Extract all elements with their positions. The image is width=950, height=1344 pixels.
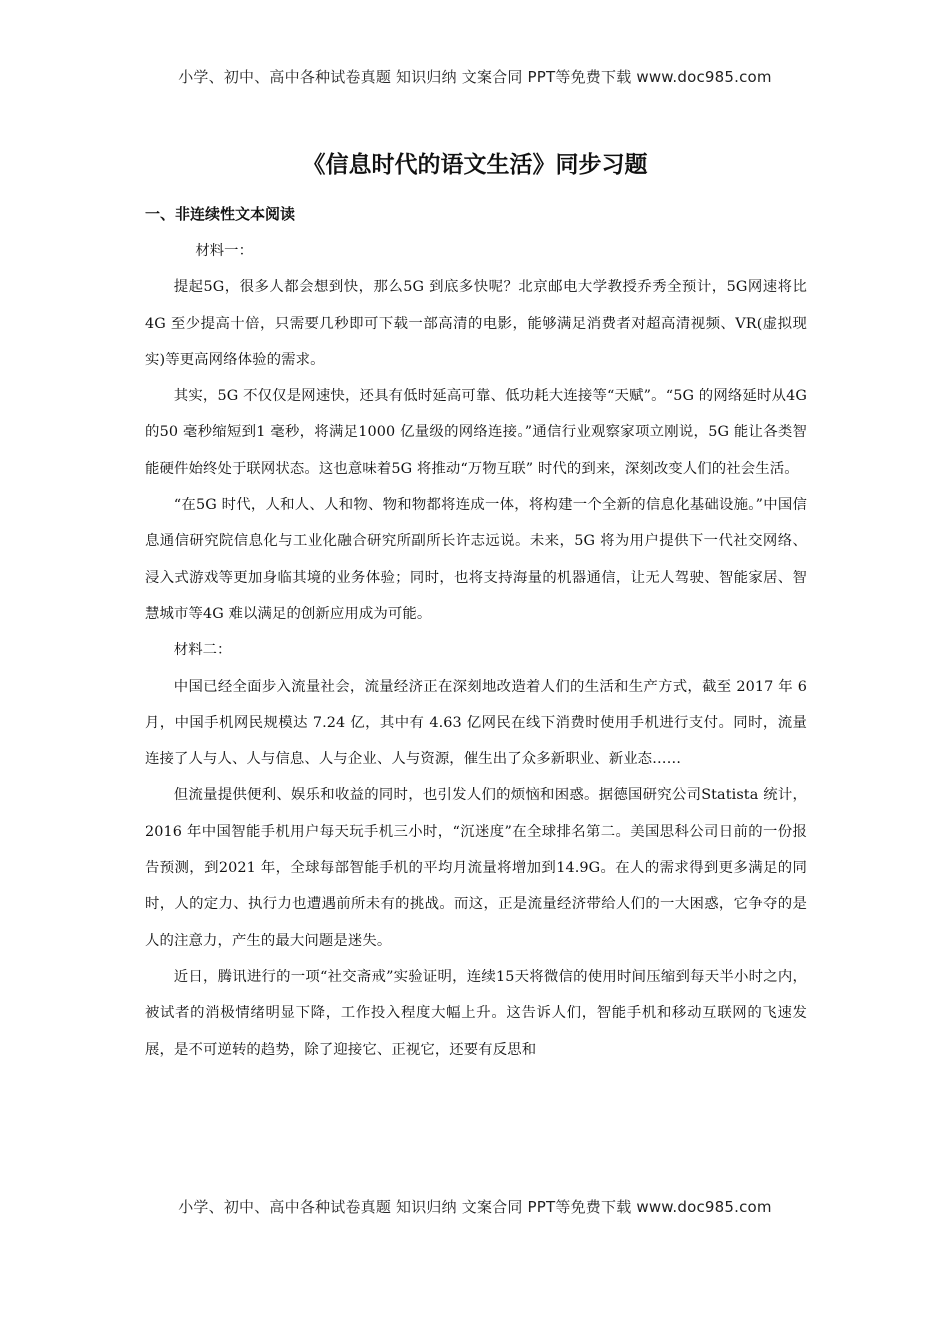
paragraph: 近日，腾讯进行的一项“社交斋戒”实验证明，连续15天将微信的使用时间压缩到每天半小时之内，被试者的消极情绪明显下降，工作投入程度大幅上升。这告诉人们，智能手机和移动互联网的飞速发展，是不可逆转的趋势，除了迎接它、正视它，还要有反思和: [145, 968, 807, 1058]
page-title: 《信息时代的语文生活》同步习题: [302, 152, 648, 178]
footer-banner: 小学、初中、高中各种试卷真题 知识归纳 文案合同 PPT等免费下载 www.doc985.com: [178, 1198, 772, 1216]
section-heading: 一、非连续性文本阅读: [145, 205, 296, 223]
paragraph: 但流量提供便利、娱乐和收益的同时，也引发人们的烦恼和困惑。据德国研究公司Statista 统计，2016 年中国智能手机用户每天玩手机三小时，“沉迷度”在全球排名第二。美国思科公司日前的一份报告预测，到2021 年，全球每部智能手机的平均月流量将增加到14.9G。在人的需求得到更多满足的同时，人的定力、执行力也遭遇前所未有的挑战。而这，正是流量经济带给人们的一大困惑，它争夺的是人的注意力，产生的最大问题是迷失。: [145, 787, 807, 949]
paragraph: 中国已经全面步入流量社会，流量经济正在深刻地改造着人们的生活和生产方式，截至 2017 年 6 月，中国手机网民规模达 7.24 亿，其中有 4.63 亿网民在线下消费时使用手机进行支付。同时，流量连接了人与人、人与信息、人与企业、人与资源，催生出了众多新职业、新业态……: [145, 678, 807, 768]
document-body: [145, 233, 807, 1068]
paragraph: 其实，5G 不仅仅是网速快，还具有低时延高可靠、低功耗大连接等“天赋”。“5G 的网络延时从4G 的50 毫秒缩短到1 毫秒，将满足1000 亿量级的网络连接。”通信行业观察家项立刚说，5G 能让各类智能硬件始终处于联网状态。这也意味着5G 将推动“万物互联” 时代的到来，深刻改变人们的社会生活。: [145, 388, 807, 477]
paragraph: 提起5G，很多人都会想到快，那么5G 到底多快呢？北京邮电大学教授乔秀全预计，5G网速将比 4G 至少提高十倍，只需要几秒即可下载一部高清的电影，能够满足消费者对超高清视频、VR(虚拟现实)等更高网络体验的需求。: [145, 279, 807, 368]
header-banner: 小学、初中、高中各种试卷真题 知识归纳 文案合同 PPT等免费下载 www.doc985.com: [178, 68, 772, 86]
material-2-label: 材料二：: [173, 642, 232, 659]
material-1-label: 材料一：: [195, 243, 253, 259]
paragraph: “在5G 时代，人和人、人和物、物和物都将连成一体，将构建一个全新的信息化基础设施。”中国信息通信研究院信息化与工业化融合研究所副所长许志远说。未来，5G 将为用户提供下一代社交网络、浸入式游戏等更加身临其境的业务体验；同时，也将支持海量的机器通信，让无人驾驶、智能家居、智慧城市等4G 难以满足的创新应用成为可能。: [145, 497, 807, 622]
